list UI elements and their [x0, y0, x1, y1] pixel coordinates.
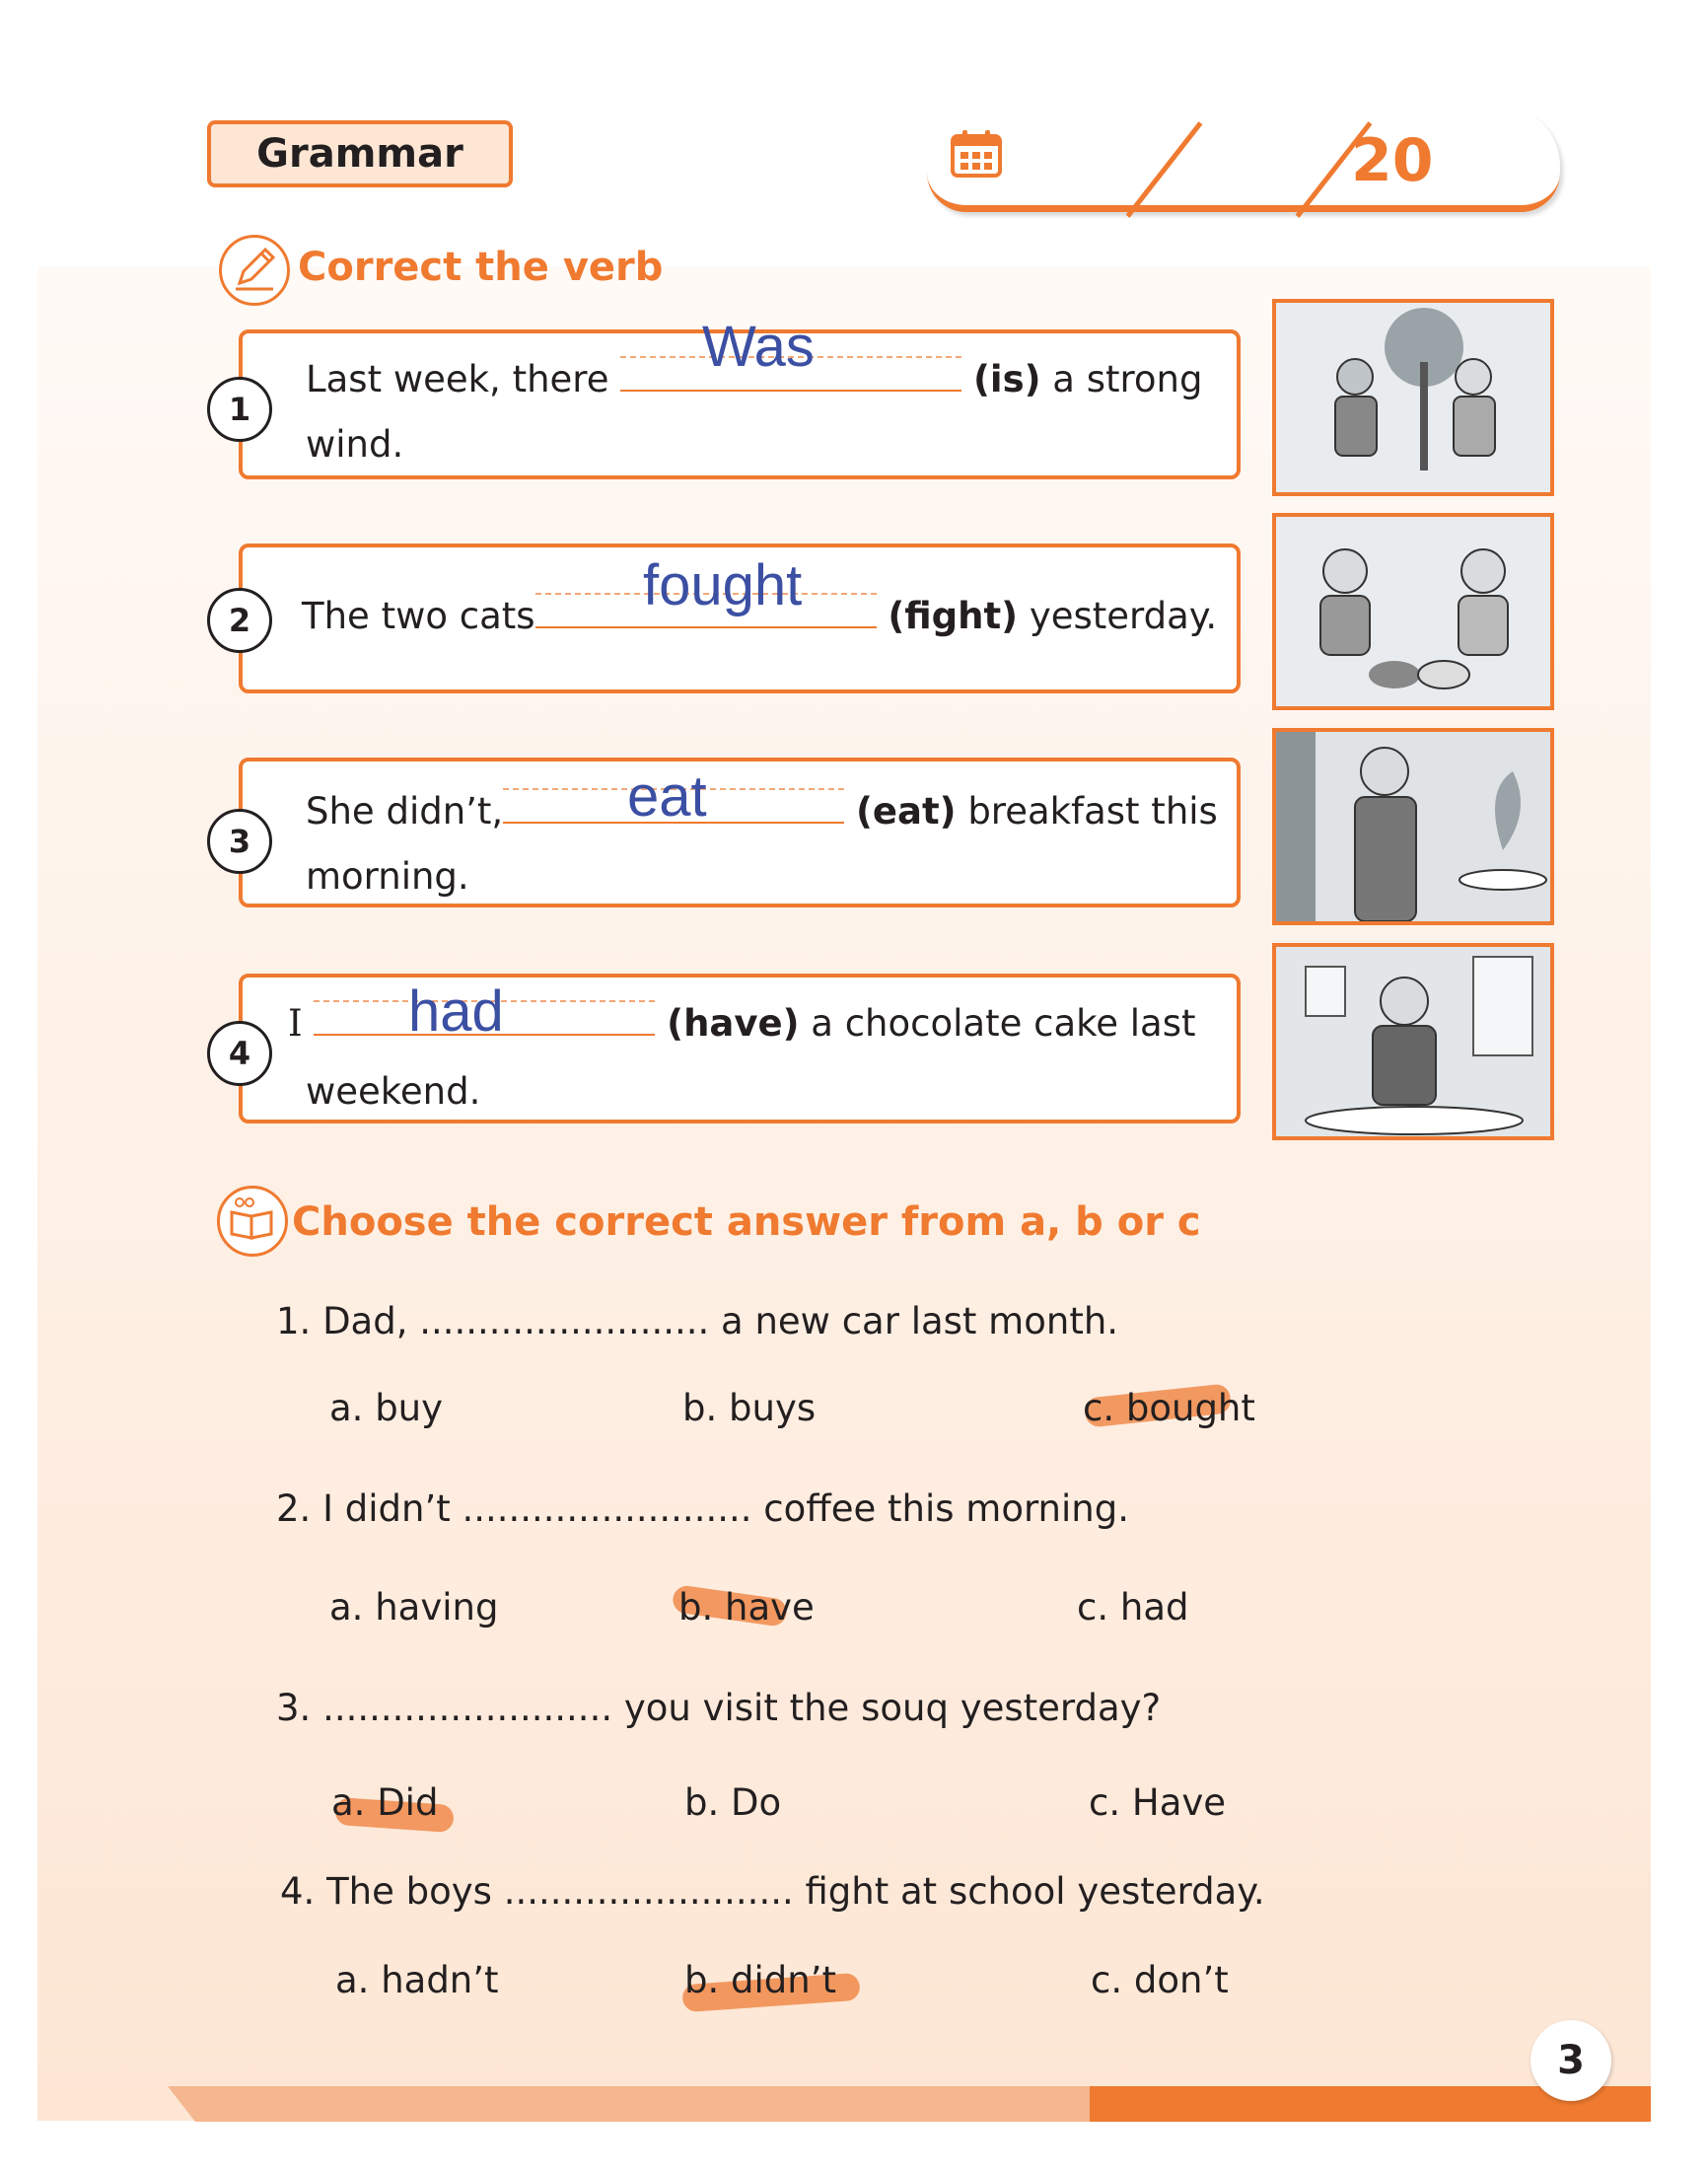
option-a[interactable]: a. having	[329, 1586, 499, 1629]
option-b[interactable]: b. buys	[682, 1387, 817, 1429]
question-number-2: 2	[207, 588, 272, 653]
date-day: 20	[1351, 126, 1434, 195]
question-3-line1	[306, 779, 1218, 844]
pencil-icon	[219, 235, 290, 306]
option-b[interactable]: b. didn’t	[684, 1959, 836, 2001]
illustration-woman-leaving	[1272, 728, 1554, 925]
footer-bar-light	[168, 2086, 1090, 2122]
option-c[interactable]: c. had	[1077, 1586, 1189, 1629]
question-number-1: 1	[207, 377, 272, 442]
handwritten-answer-4: had	[408, 979, 504, 1044]
mcq-question-1: 1. Dad, ......................... a new car last month.	[276, 1300, 1119, 1342]
option-b[interactable]: b. have	[678, 1586, 815, 1629]
question-number-4: 4	[207, 1021, 272, 1086]
section-title-correct-verb: Correct the verb	[298, 245, 664, 290]
question-3-line2: morning.	[306, 855, 469, 898]
illustration-tree-wind	[1272, 299, 1554, 496]
verb-hint: (have)	[667, 1002, 800, 1045]
verb-hint: (is)	[973, 358, 1041, 400]
handwritten-answer-3: eat	[627, 764, 707, 829]
handwritten-answer-1: Was	[702, 315, 815, 379]
mcq-question-2: 2. I didn’t ......................... coffee this morning.	[276, 1487, 1129, 1530]
question-text-before: The two cats	[302, 595, 535, 637]
option-a[interactable]: a. buy	[329, 1387, 444, 1429]
page-number: 3	[1530, 2020, 1611, 2101]
date-box	[927, 107, 1560, 212]
mcq-question-3: 3. ......................... you visit the souq yesterday?	[276, 1687, 1162, 1729]
option-a[interactable]: a. Did	[331, 1781, 439, 1824]
question-number-3: 3	[207, 809, 272, 874]
abc-book-icon	[217, 1186, 288, 1257]
illustration-cats-fighting	[1272, 513, 1554, 710]
illustration-woman-cake	[1272, 943, 1554, 1140]
handwritten-answer-2: fought	[643, 553, 803, 617]
section-title-choose: Choose the correct answer from a, b or c	[292, 1199, 1201, 1245]
question-text-after: yesterday.	[1029, 595, 1218, 637]
option-c[interactable]: c. Have	[1089, 1781, 1227, 1824]
question-1-line2: wind.	[306, 423, 404, 466]
option-c[interactable]: c. bought	[1083, 1387, 1255, 1429]
option-b[interactable]: b. Do	[684, 1781, 782, 1824]
question-4-line2: weekend.	[306, 1070, 481, 1113]
grammar-tag: Grammar	[207, 120, 513, 187]
mcq-question-4: 4. The boys ......................... fight at school yesterday.	[280, 1870, 1265, 1913]
question-text-before: I	[288, 1002, 303, 1045]
question-text-after: a chocolate cake last	[811, 1002, 1196, 1045]
verb-hint: (fight)	[888, 595, 1019, 637]
verb-hint: (eat)	[855, 790, 957, 833]
question-text-before: Last week, there	[306, 358, 609, 400]
option-c[interactable]: c. don’t	[1091, 1959, 1229, 2001]
question-text-before: She didn’t,	[306, 790, 504, 833]
question-text-after: breakfast this	[967, 790, 1218, 833]
question-text-after: a strong	[1052, 358, 1203, 400]
calendar-icon	[951, 128, 1002, 178]
option-a[interactable]: a. hadn’t	[335, 1959, 499, 2001]
